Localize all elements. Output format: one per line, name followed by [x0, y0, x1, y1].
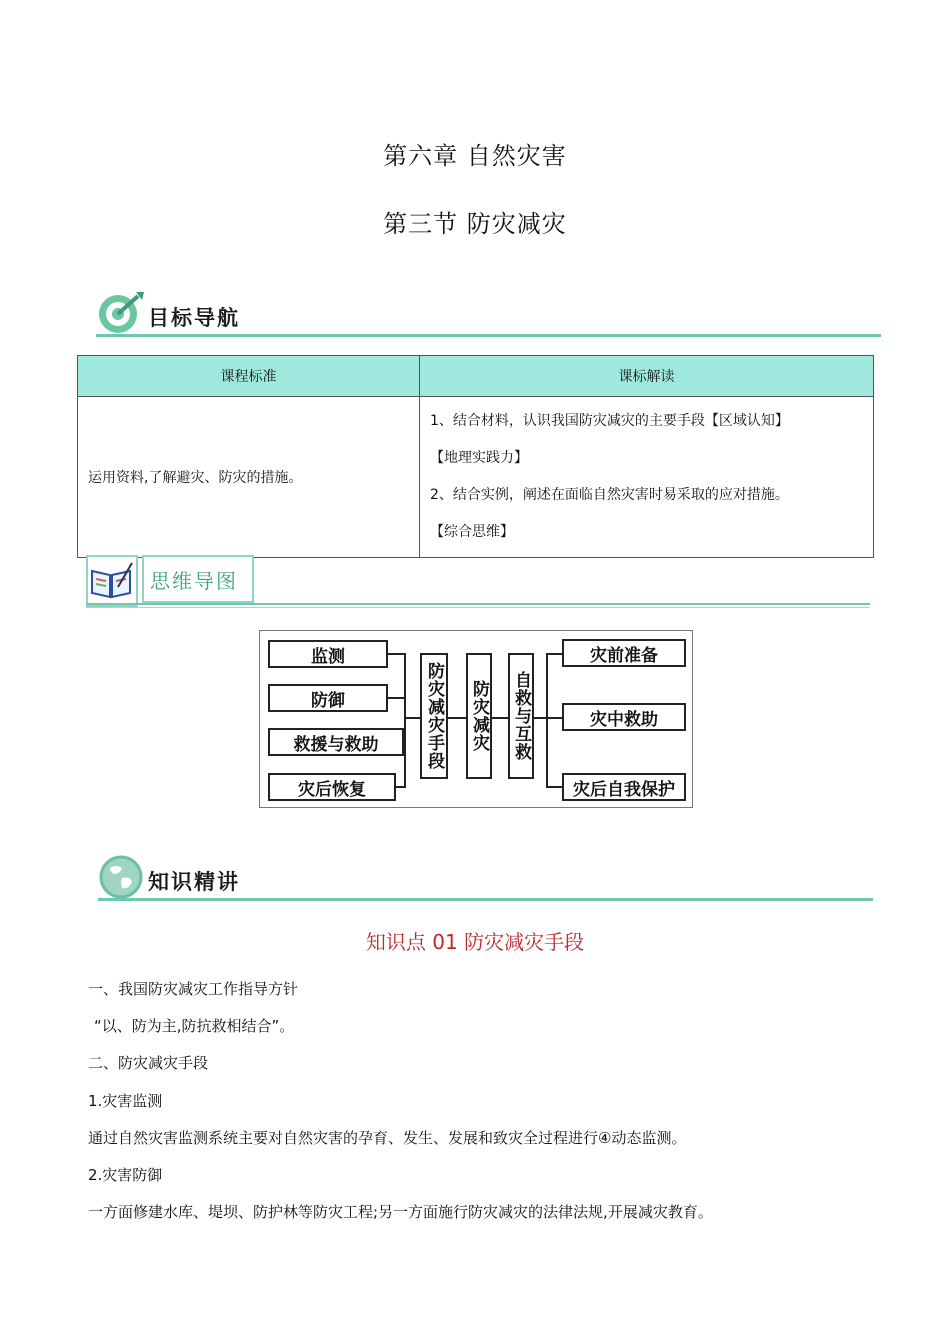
book-icon-frame	[86, 555, 138, 607]
connector	[388, 653, 404, 655]
paragraph: 二、防灾减灾手段	[88, 1054, 209, 1072]
paragraph: 通过自然灾害监测系统主要对自然灾害的孕育、发生、发展和致灾全过程进行④动态监测。	[88, 1129, 687, 1147]
node-hub-selfhelp: 自救与互救	[508, 653, 534, 779]
connector	[388, 697, 404, 699]
mindmap-divider	[86, 603, 870, 605]
mindmap-banner-label: 思维导图	[150, 569, 238, 593]
connector	[548, 653, 562, 655]
paragraph: 1.灾害监测	[88, 1092, 163, 1110]
knowledge-banner-label: 知识精讲	[148, 870, 240, 894]
connector	[406, 717, 420, 719]
interpretation-line: 【综合思维】	[430, 524, 514, 540]
knowledge-point-title: 知识点 01 防灾减灾手段	[365, 930, 585, 954]
connector	[396, 786, 404, 788]
book-icon	[88, 557, 136, 605]
globe-icon	[98, 854, 144, 900]
knowledge-divider	[98, 898, 873, 901]
node-recovery: 灾后恢复	[268, 773, 396, 801]
interpretation-line: 2、结合实例，阐述在面临自然灾害时易采取的应对措施。	[430, 487, 789, 503]
mind-map	[259, 630, 693, 808]
mindmap-label-frame	[142, 555, 254, 603]
goal-banner	[96, 288, 256, 338]
mindmap-divider-thin	[86, 607, 870, 608]
connector	[404, 653, 406, 788]
standards-table	[77, 355, 874, 558]
interpretation-line: 【地理实践力】	[430, 450, 528, 466]
connector	[492, 717, 508, 719]
knowledge-banner	[98, 852, 258, 902]
paragraph: “以、防为主,防抗救相结合”。	[94, 1017, 295, 1035]
node-monitoring: 监测	[268, 640, 388, 668]
paragraph: 一方面修建水库、堤坝、防护林等防灾工程;另一方面施行防灾减灾的法律法规,开展减灾教育。	[88, 1203, 713, 1221]
node-before: 灾前准备	[562, 639, 686, 667]
chapter-title: 第六章 自然灾害	[383, 142, 567, 170]
interpretation-line: 1、结合材料，认识我国防灾减灾的主要手段【区域认知】	[430, 413, 789, 429]
header-interpretation: 课标解读	[420, 356, 874, 397]
goal-banner-label: 目标导航	[148, 306, 240, 330]
interpretation-cell	[420, 397, 874, 558]
node-center: 防灾减灾	[466, 653, 492, 779]
node-after: 灾后自我保护	[562, 773, 686, 801]
mindmap-banner	[86, 555, 256, 607]
paragraph: 一、我国防灾减灾工作指导方针	[88, 980, 299, 998]
goal-divider	[96, 334, 881, 337]
node-hub-means: 防灾减灾手段	[420, 653, 448, 779]
node-during: 灾中救助	[562, 703, 686, 731]
standard-cell: 运用资料,了解避灾、防灾的措施。	[78, 397, 420, 558]
section-title: 第三节 防灾减灾	[383, 210, 567, 238]
connector	[548, 786, 562, 788]
connector	[548, 717, 562, 719]
node-rescue: 救援与救助	[268, 728, 404, 756]
target-icon	[96, 290, 146, 336]
paragraph: 2.灾害防御	[88, 1166, 163, 1184]
node-defense: 防御	[268, 684, 388, 712]
connector	[448, 717, 466, 719]
header-standard: 课程标准	[78, 356, 420, 397]
connector	[546, 653, 548, 788]
